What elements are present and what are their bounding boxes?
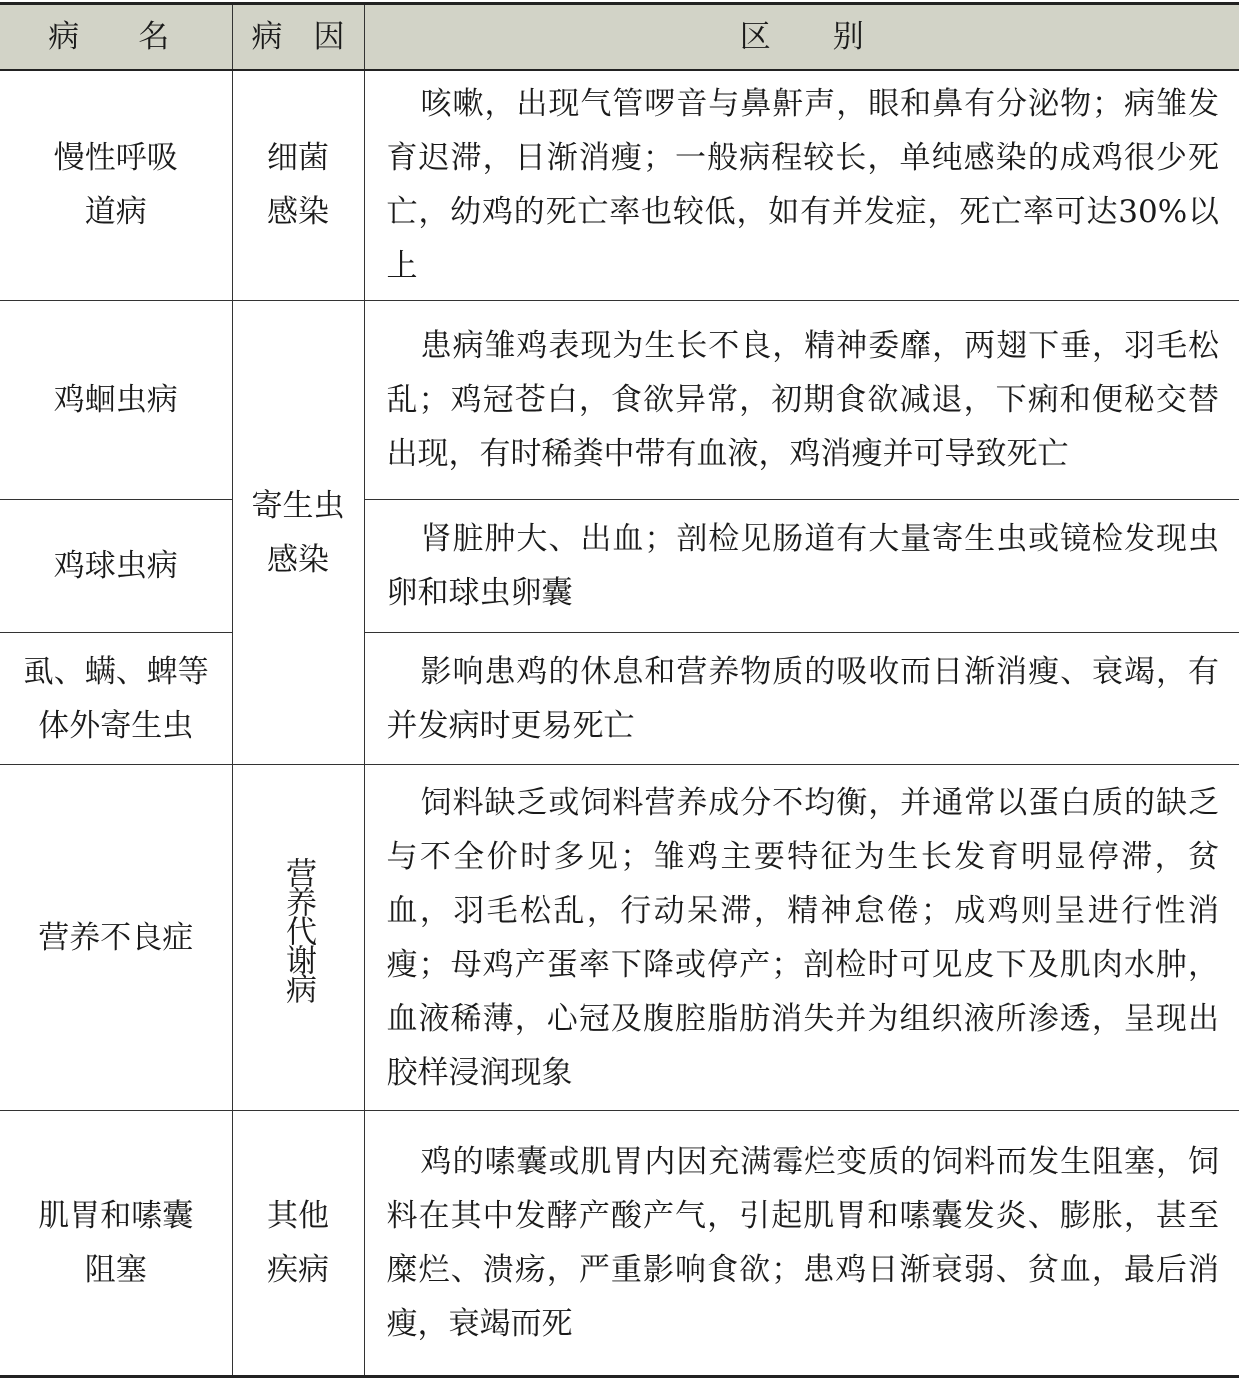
cause-line: 营养代谢病 (280, 856, 316, 1002)
cause-cell (232, 301, 364, 765)
table-row (0, 765, 1239, 1111)
cause-line: 其他 (267, 1198, 329, 1234)
disease-name-cell (0, 70, 232, 301)
cause-cell (232, 70, 364, 301)
cause-line: 感染 (267, 541, 329, 578)
disease-name-line: 鸡球虫病 (53, 548, 178, 584)
cause-line: 细菌 (267, 140, 329, 177)
disease-name-line: 阻塞 (84, 1252, 147, 1288)
header-cause: 病 因 (232, 4, 364, 70)
difference-cell (364, 765, 1239, 1111)
difference-text: 饲料缺乏或饲料营养成分不均衡，并通常以蛋白质的缺乏与不全价时多见；雏鸡主要特征为生长发育明显停滞，贫血，羽毛松乱，行动呆滞，精神怠倦；成鸡则呈进行性消瘦；母鸡产蛋率下降或停产；剖检时可见皮下及肌肉水肿，血液稀薄，心冠及腹腔脂肪消失并为组织液所渗透，呈现出胶样浸润现象 (386, 784, 1219, 1091)
difference-cell (364, 633, 1239, 765)
disease-name-cell (0, 500, 232, 633)
header-disease-name: 病 名 (0, 4, 232, 70)
difference-text: 鸡的嗉囊或肌胃内因充满霉烂变质的饲料而发生阻塞，饲料在其中发酵产酸产气，引起肌胃和嗉囊发炎、膨胀，甚至糜烂、溃疡，严重影响食欲；患鸡日渐衰弱、贫血，最后消瘦，衰竭而死 (386, 1144, 1219, 1342)
table-row (0, 500, 1239, 633)
disease-name-cell (0, 765, 232, 1111)
header-difference: 区 别 (364, 4, 1239, 70)
disease-name-cell (0, 1111, 232, 1377)
table-row (0, 633, 1239, 765)
difference-cell (364, 500, 1239, 633)
disease-name-line: 肌胃和嗉囊 (38, 1198, 194, 1234)
disease-name-cell (0, 301, 232, 500)
disease-name-line: 营养不良症 (38, 919, 194, 956)
disease-name-line: 鸡蛔虫病 (53, 382, 178, 418)
difference-cell (364, 70, 1239, 301)
disease-name-cell (0, 633, 232, 765)
difference-text: 咳嗽，出现气管啰音与鼻鼾声，眼和鼻有分泌物；病雏发育迟滞，日渐消瘦；一般病程较长，单纯感染的成鸡很少死亡，幼鸡的死亡率也较低，如有并发症，死亡率可达30%以上 (386, 86, 1219, 285)
difference-cell (364, 301, 1239, 500)
disease-name-line: 慢性呼吸 (53, 140, 178, 177)
cause-line: 寄生虫 (251, 487, 345, 524)
difference-text: 肾脏肿大、出血；剖检见肠道有大量寄生虫或镜检发现虫卵和球虫卵囊 (386, 521, 1219, 611)
difference-cell (364, 1111, 1239, 1377)
table-row (0, 70, 1239, 301)
difference-text: 影响患鸡的休息和营养物质的吸收而日渐消瘦、衰竭，有并发病时更易死亡 (386, 653, 1219, 744)
cause-cell (232, 765, 364, 1111)
disease-name-line: 体外寄生虫 (38, 707, 194, 744)
difference-text: 患病雏鸡表现为生长不良，精神委靡，两翅下垂，羽毛松乱；鸡冠苍白，食欲异常，初期食欲减退，下痢和便秘交替出现，有时稀粪中带有血液，鸡消瘦并可导致死亡 (386, 328, 1219, 472)
disease-name-line: 虱、螨、蜱等 (22, 653, 209, 690)
cause-line: 感染 (267, 194, 329, 231)
disease-comparison-table (0, 2, 1239, 1378)
table-row (0, 1111, 1239, 1377)
cause-cell (232, 1111, 364, 1377)
cause-line: 疾病 (267, 1252, 329, 1288)
table-header-row (0, 4, 1239, 70)
disease-name-line: 道病 (84, 194, 147, 231)
table-row (0, 301, 1239, 500)
